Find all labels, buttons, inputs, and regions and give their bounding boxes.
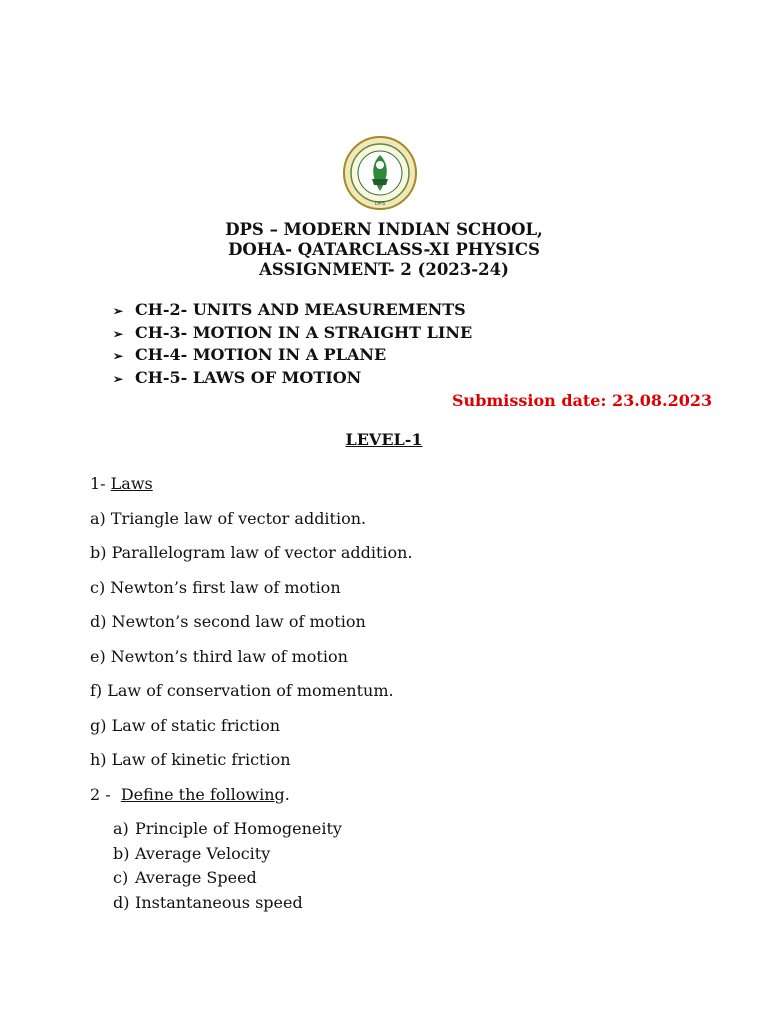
list-text: Instantaneous speed <box>135 892 303 912</box>
school-crest-logo <box>342 135 418 211</box>
list-marker: a) <box>113 819 129 838</box>
chapter-label: CH-5- LAWS OF MOTION <box>135 367 362 387</box>
list-item: c) Newton’s first law of motion <box>90 578 341 597</box>
list-text: Principle of Homogeneity <box>135 819 342 838</box>
list-item: h) Law of kinetic friction <box>90 750 291 769</box>
list-item: a) Triangle law of vector addition. <box>90 509 367 528</box>
arrow-bullet-icon: ➢ <box>113 349 124 363</box>
section-title: Laws <box>110 474 153 493</box>
chapter-list <box>113 300 472 390</box>
list-marker: d) <box>113 892 130 912</box>
list-text: Average Speed <box>135 868 257 887</box>
list-text: Average Velocity <box>135 843 271 863</box>
arrow-bullet-icon: ➢ <box>113 304 124 318</box>
list-item: e) Newton’s third law of motion <box>90 647 348 666</box>
chapter-item <box>113 368 472 391</box>
section-number: 2 - <box>90 785 121 804</box>
school-name-line2: DOHA- QATARCLASS-XI PHYSICS <box>228 240 540 259</box>
list-marker: c) <box>113 868 129 887</box>
arrow-bullet-icon: ➢ <box>113 371 124 386</box>
list-item: f) Law of conservation of momentum. <box>90 681 394 700</box>
assignment-title: ASSIGNMENT- 2 (2023-24) <box>259 260 509 279</box>
section-suffix: . <box>284 785 290 804</box>
chapter-label: CH-2- UNITS AND MEASUREMENTS <box>135 300 466 319</box>
chapter-label: CH-3- MOTION IN A STRAIGHT LINE <box>135 322 473 342</box>
list-item <box>113 819 342 844</box>
section-number: 1- <box>90 474 111 493</box>
list-item <box>113 893 342 918</box>
level-heading: LEVEL-1 <box>345 430 423 449</box>
section-title: Define the following <box>120 785 285 804</box>
chapter-item <box>113 345 472 368</box>
chapter-item <box>113 323 472 346</box>
list-item: b) Parallelogram law of vector addition. <box>90 543 413 562</box>
list-item <box>113 844 342 869</box>
arrow-bullet-icon: ➢ <box>113 326 124 341</box>
chapter-item <box>113 300 472 323</box>
school-name-line1: DPS – MODERN INDIAN SCHOOL, <box>225 220 543 239</box>
section2-heading <box>90 785 290 804</box>
chapter-label: CH-4- MOTION IN A PLANE <box>135 345 387 364</box>
section1-heading <box>90 474 153 493</box>
list-item: d) Newton’s second law of motion <box>90 612 366 631</box>
list-marker: b) <box>113 843 130 863</box>
submission-date: Submission date: 23.08.2023 <box>452 391 713 410</box>
list-item <box>113 868 342 893</box>
svg-text:DPS: DPS <box>374 201 386 207</box>
definition-list <box>113 819 342 917</box>
list-item: g) Law of static friction <box>90 716 281 735</box>
